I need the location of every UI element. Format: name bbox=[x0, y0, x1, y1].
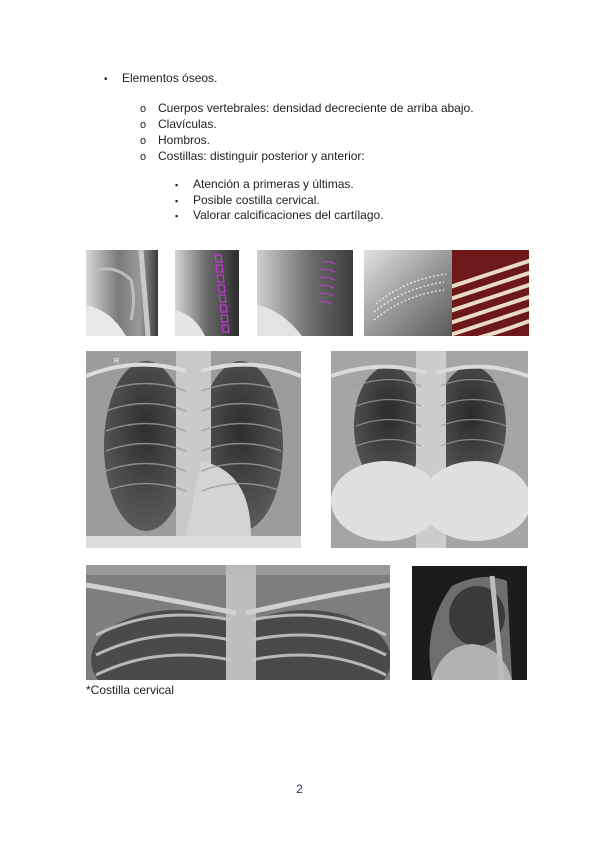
list-marker: o bbox=[140, 119, 147, 131]
sub-sub-list bbox=[175, 177, 384, 224]
lateral-xray-ribs-annotated-image bbox=[257, 250, 353, 336]
pa-chest-xray-female-image bbox=[331, 351, 528, 548]
lateral-chest-xray-image bbox=[412, 566, 527, 680]
list-item bbox=[175, 193, 384, 209]
list-item bbox=[140, 149, 474, 165]
list-marker: o bbox=[140, 103, 147, 115]
list-item bbox=[175, 208, 384, 224]
list-item-text: Atención a primeras y últimas. bbox=[193, 177, 354, 191]
list-item-text: Posible costilla cervical. bbox=[193, 192, 320, 207]
list-item-text: Clavículas. bbox=[158, 117, 217, 131]
page-number: 2 bbox=[296, 782, 303, 796]
lateral-xray-ribs-close-image bbox=[364, 250, 452, 336]
pa-chest-xray-image bbox=[86, 351, 301, 548]
cervical-rib-xray-image bbox=[86, 565, 390, 680]
lateral-xray-spine-annotated-image bbox=[175, 250, 239, 336]
ct-3d-ribs-image bbox=[452, 250, 529, 336]
bullet-marker: • bbox=[104, 74, 108, 85]
list-item-text: Hombros. bbox=[158, 133, 211, 147]
list-marker: o bbox=[140, 151, 147, 163]
bullet-text: Elementos óseos. bbox=[122, 71, 218, 85]
list-item-text: Costillas: distinguir posterior y anterior: bbox=[158, 149, 365, 163]
list-marker: o bbox=[140, 135, 147, 147]
bullet-elementos-oseos bbox=[104, 71, 217, 87]
list-item bbox=[140, 117, 474, 133]
sub-list bbox=[140, 101, 474, 165]
list-item-text: Valorar calcificaciones del cartílago. bbox=[193, 208, 384, 222]
square-bullet-icon: ▪ bbox=[175, 180, 179, 190]
lateral-xray-image bbox=[86, 250, 158, 336]
square-bullet-icon: ▪ bbox=[175, 195, 179, 206]
square-bullet-icon: ▪ bbox=[175, 211, 179, 221]
list-item bbox=[140, 101, 474, 117]
side-marker: R bbox=[114, 358, 120, 365]
list-item bbox=[175, 177, 384, 193]
figure-caption: *Costilla cervical bbox=[86, 683, 175, 697]
list-item bbox=[140, 133, 474, 149]
list-item-text: Cuerpos vertebrales: densidad decreciente de arriba abajo. bbox=[158, 101, 474, 115]
